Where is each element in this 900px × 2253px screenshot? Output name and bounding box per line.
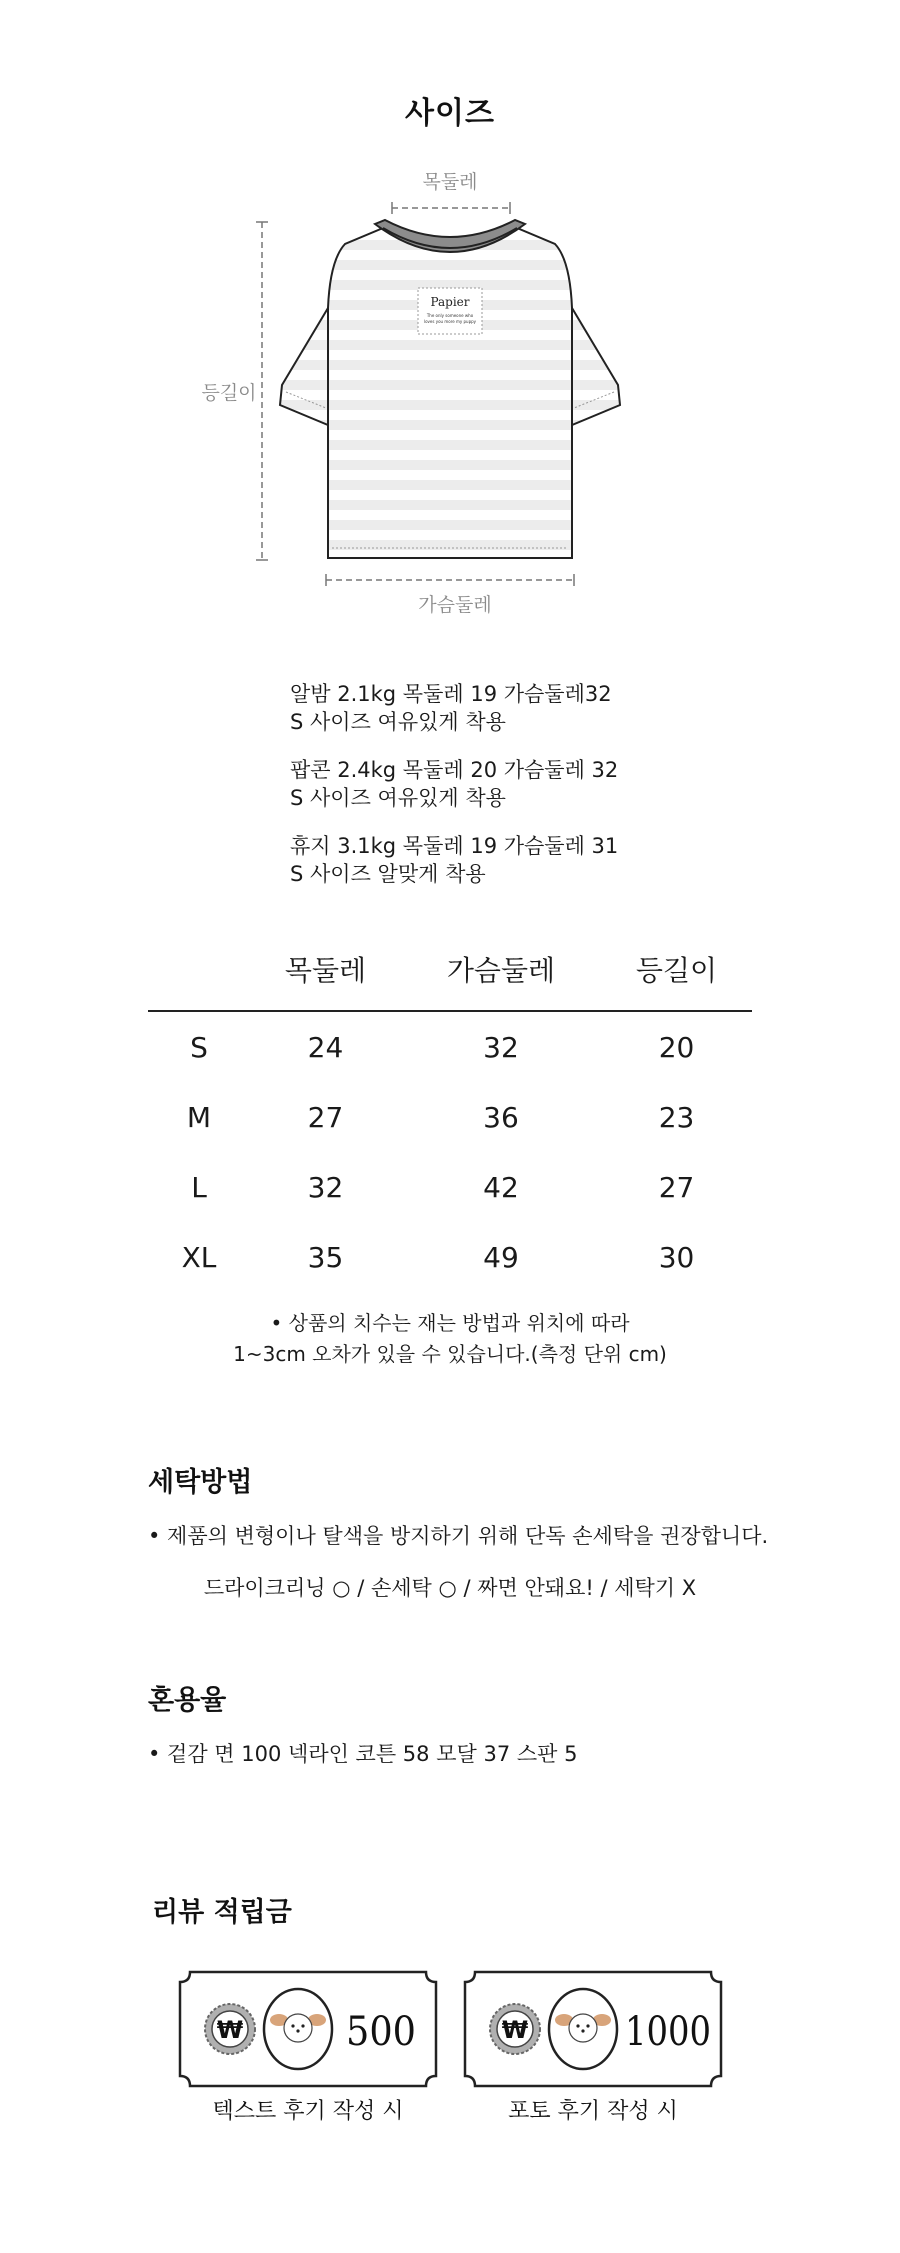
material-composition: • 겉감 면 100 넥라인 코튼 58 모달 37 스판 5	[148, 1742, 578, 1766]
chest-dimension-label: 가슴둘레	[418, 594, 492, 616]
header-length: 등길이	[635, 954, 718, 987]
photo-review-coupon	[463, 1970, 723, 2088]
right-sleeve	[572, 308, 620, 425]
coupon-amount: 1000	[625, 2009, 711, 2055]
length-dimension-label: 등길이	[201, 382, 257, 404]
length-dimension-line	[256, 222, 268, 560]
size-label: XL	[181, 1240, 217, 1274]
washing-instruction: • 제품의 변형이나 탈색을 방지하기 위해 단독 손세탁을 권장합니다.	[148, 1524, 769, 1548]
header-chest: 가슴둘레	[446, 954, 556, 987]
chest-dimension-line	[326, 574, 574, 586]
size-label: M	[186, 1100, 212, 1134]
text-review-caption: 텍스트 후기 작성 시	[212, 2099, 404, 2124]
fit-note-1: 알밤 2.1kg 목둘레 19 가슴둘레32 S 사이즈 여유있게 착용	[290, 682, 612, 734]
size-label: L	[191, 1170, 207, 1204]
neck-dimension-line	[392, 202, 510, 214]
size-section-title: 사이즈	[405, 96, 495, 131]
size-table	[148, 948, 752, 1292]
table-row: XL 35 49 30	[148, 1222, 752, 1292]
table-row: M 27 36 23	[148, 1082, 752, 1152]
svg-text:₩: ₩	[216, 2016, 244, 2044]
tag-brand-text: Papier	[430, 295, 470, 309]
table-row: L 32 42 27	[148, 1152, 752, 1222]
tshirt-size-diagram	[240, 180, 660, 600]
washing-title: 세탁방법	[148, 1467, 253, 1498]
left-sleeve	[280, 308, 328, 425]
svg-text:The only someone who: The only someone who	[426, 313, 474, 318]
coupon-amount: 500	[346, 2009, 416, 2055]
table-row: S 24 32 20	[148, 1011, 752, 1082]
material-title: 혼용율	[148, 1685, 227, 1716]
review-reward-title: 리뷰 적립금	[152, 1897, 292, 1928]
measurement-disclaimer: • 상품의 치수는 재는 방법과 위치에 따라 1~3cm 오차가 있을 수 있습니다.(측정 단위 cm)	[233, 1311, 667, 1366]
neck-dimension-label: 목둘레	[422, 171, 478, 193]
svg-text:loves you more my puppy: loves you more my puppy	[423, 319, 477, 324]
header-neck: 목둘레	[284, 954, 367, 987]
tshirt-body	[328, 228, 572, 558]
svg-text:₩: ₩	[501, 2016, 529, 2044]
size-label: S	[190, 1030, 208, 1064]
photo-review-caption: 포토 후기 작성 시	[508, 2099, 678, 2124]
text-review-coupon	[178, 1970, 438, 2088]
fit-note-3: 휴지 3.1kg 목둘레 19 가슴둘레 31 S 사이즈 알맞게 착용	[290, 834, 619, 886]
size-table-header	[148, 948, 752, 1011]
fit-note-2: 팝콘 2.4kg 목둘레 20 가슴둘레 32 S 사이즈 여유있게 착용	[290, 758, 619, 810]
washing-methods: 드라이크리닝 ○ / 손세탁 ○ / 짜면 안돼요! / 세탁기 X	[203, 1576, 697, 1600]
